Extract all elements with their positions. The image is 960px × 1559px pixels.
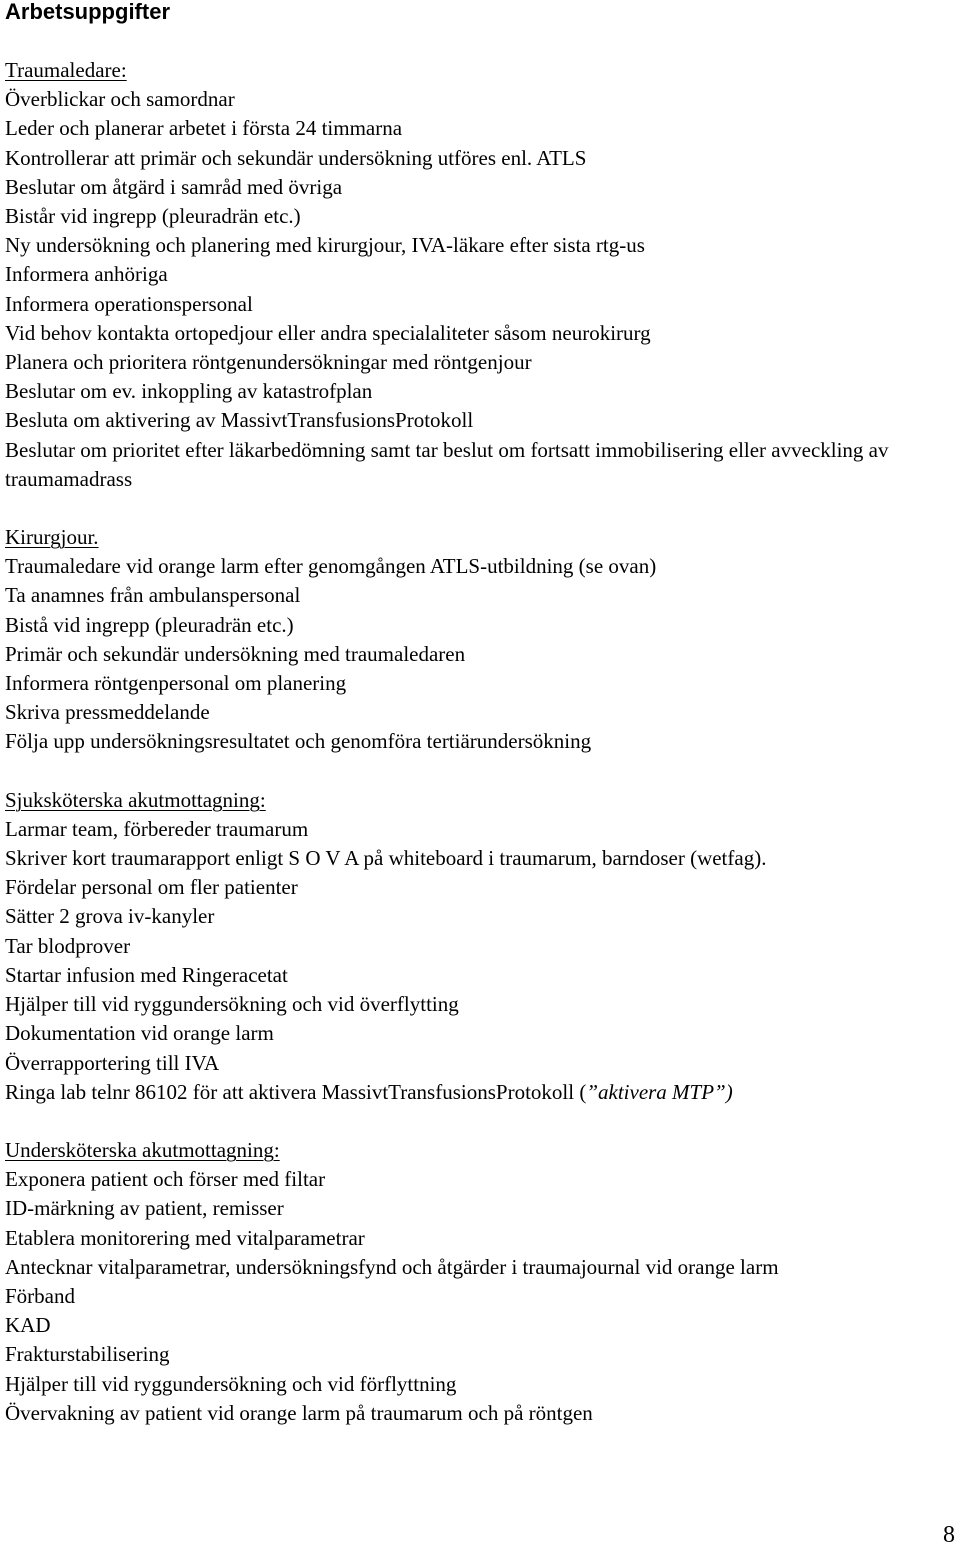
list-item: Etablera monitorering med vitalparametrar [5,1225,365,1250]
section-kirurgjour [5,523,955,757]
list-item: Exponera patient och förser med filtar [5,1167,326,1192]
list-item: Fördelar personal om fler patienter [5,875,298,900]
list-item: Beslutar om prioritet efter läkarbedömning samt tar beslut om fortsatt immobilisering eller avveckling av traumamadrass [5,437,889,491]
item-list [5,85,955,494]
list-item: Traumaledare vid orange larm efter genomgången ATLS-utbildning (se ovan) [5,554,657,579]
list-item: Bistå vid ingrepp (pleuradrän etc.) [5,612,294,637]
list-item: ID-märkning av patient, remisser [5,1196,284,1221]
list-item: Informera operationspersonal [5,291,253,316]
section-heading: Traumaledare: [5,58,127,82]
list-item: Överblickar och samordnar [5,87,235,112]
list-item: Leder och planerar arbetet i första 24 timmarna [5,116,403,141]
list-item: Hjälper till vid ryggundersökning och vid förflyttning [5,1371,457,1396]
item-list [5,815,955,1107]
list-item: Tar blodprover [5,933,131,958]
list-item: Bistår vid ingrepp (pleuradrän etc.) [5,204,301,229]
list-item: Dokumentation vid orange larm [5,1021,274,1046]
list-item: Vid behov kontakta ortopedjour eller andra specialaliteter såsom neurokirurg [5,320,651,345]
list-item: Antecknar vitalparametrar, undersökningsfynd och åtgärder i traumajournal vid orange larm [5,1254,779,1279]
list-item: Övervakning av patient vid orange larm på traumarum och på röntgen [5,1400,593,1425]
list-item: Planera och prioritera röntgenundersökningar med röntgenjour [5,350,532,375]
section-heading: Undersköterska akutmottagning: [5,1137,280,1162]
list-item: Informera röntgenpersonal om planering [5,671,347,696]
section-heading: Kirurgjour. [5,525,99,550]
mtp-item-text: Ringa lab telnr 86102 för att aktivera MassivtTransfusionsProtokoll ( [5,1079,587,1104]
mtp-item-italic: ”aktivera MTP”) [586,1079,733,1104]
list-item: Förband [5,1283,75,1308]
list-item: Beslutar om åtgärd i samråd med övriga [5,174,343,199]
list-item: Skriver kort traumarapport enligt S O V A på whiteboard i traumarum, barndoser (wetfag). [5,846,767,871]
page-number: 8 [943,1522,955,1548]
section-underskoterska [5,1136,955,1428]
list-item: Beslutar om ev. inkoppling av katastrofplan [5,379,373,404]
document-page [5,0,955,1428]
list-item: Frakturstabilisering [5,1342,170,1367]
list-item: Följa upp undersökningsresultatet och genomföra tertiärundersökning [5,729,592,754]
item-list [5,1165,955,1428]
item-list [5,552,955,756]
list-item: Skriva pressmeddelande [5,700,210,725]
section-sjukskoterska [5,786,955,1107]
list-item: Ta anamnes från ambulanspersonal [5,583,301,608]
list-item: Besluta om aktivering av MassivtTransfusionsProtokoll [5,408,474,433]
list-item: Kontrollerar att primär och sekundär undersökning utföres enl. ATLS [5,145,587,170]
list-item: Sätter 2 grova iv-kanyler [5,904,215,929]
list-item: KAD [5,1313,51,1338]
list-item: Startar infusion med Ringeracetat [5,962,288,987]
list-item: Primär och sekundär undersökning med traumaledaren [5,641,466,666]
page-title: Arbetsuppgifter [5,0,170,24]
list-item-mtp [5,1078,955,1107]
list-item: Överrapportering till IVA [5,1050,220,1075]
list-item: Larmar team, förbereder traumarum [5,816,309,841]
list-item: Informera anhöriga [5,262,168,287]
section-traumaledare [5,56,955,494]
list-item: Ny undersökning och planering med kirurgjour, IVA-läkare efter sista rtg-us [5,233,645,258]
list-item: Hjälper till vid ryggundersökning och vid överflytting [5,992,459,1017]
section-heading: Sjuksköterska akutmottagning: [5,787,266,812]
